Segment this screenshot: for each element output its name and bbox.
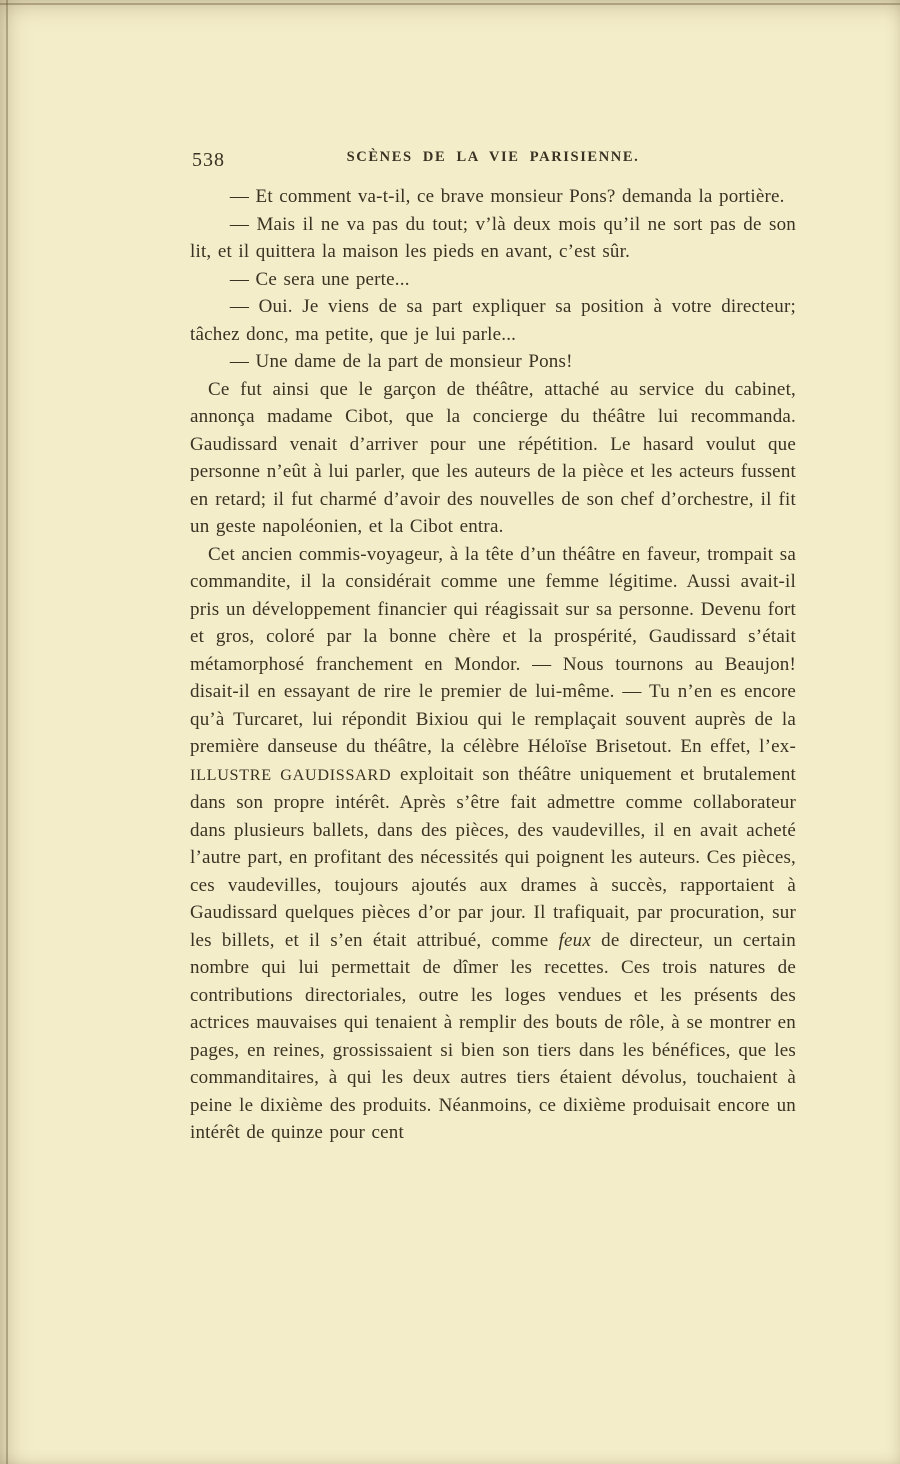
paragraph xyxy=(190,293,796,348)
text-run: — Mais il ne va pas du tout; v’là deux mois qu’il ne sort pas de son lit, et il quittera la maison les pieds en avant, c’est sûr. xyxy=(190,213,796,262)
text-block xyxy=(190,183,796,1147)
text-run-italic: feux xyxy=(558,929,592,951)
text-run: — Et comment va-t-il, ce brave monsieur Pons? demanda la portière. xyxy=(229,186,785,207)
paragraph xyxy=(190,266,796,294)
text-run: exploitait son théâtre uniquement et brutalement dans son propre intérêt. Après s’être fait admettre comme collaborateur dans plusieurs ballets, dans des pièces, des vaudevilles, il en avait acheté l’autre part, en profitant des nécessités qui poignent les auteurs. Ces pièces, ces vaudevilles, toujours ajoutés aux drames à succès, rapportaient à Gaudissard quelques pièces d’or par jour. Il trafiquait, par procuration, sur les billets, et il s’en était attribué, comme xyxy=(190,763,796,951)
paragraph xyxy=(190,183,796,211)
text-run: — Oui. Je viens de sa part expliquer sa position à votre directeur; tâchez donc, ma petite, que je lui parle... xyxy=(190,296,796,345)
text-run-smallcaps: ILLUSTRE GAUDISSARD xyxy=(190,766,392,784)
page-content xyxy=(190,148,796,1147)
paragraph xyxy=(190,541,796,1147)
page-number: 538 xyxy=(192,149,225,171)
text-run: — Ce sera une perte... xyxy=(229,268,410,290)
text-run: Cet ancien commis-voyageur, à la tête d’un théâtre en faveur, trompait sa commandite, il la considérait comme une femme légitime. Aussi avait-il pris un développement financier qui réagissait sur sa personne. Devenu fort et gros, coloré par la bonne chère et la prospérité, Gaudissard s’était métamorphosé franchement en Mondor. — Nous tournons au Beaujon! disait-il en essayant de rire le premier de lui-même. — Tu n’en es encore qu’à Turcaret, lui répondit Bixiou qui le remplaçait souvent auprès de la première danseuse du théâtre, la célèbre Héloïse Brisetout. En effet, l’ex- xyxy=(190,543,796,757)
text-run: Ce fut ainsi que le garçon de théâtre, attaché au service du cabinet, annonça madame Cibot, que la concierge du théâtre lui recommanda. Gaudissard venait d’arriver pour une répétition. Le hasard voulut que personne n’eût à lui parler, que les auteurs de la pièce et les acteurs fussent en retard; il fut charmé d’avoir des nouvelles de son chef d’orchestre, il fit un geste napoléonien, et la Cibot entra. xyxy=(190,378,796,537)
running-title: SCÈNES DE LA VIE PARISIENNE. xyxy=(346,149,640,165)
text-run: de directeur, un certain nombre qui lui permettait de dîmer les recettes. Ces trois natures de contributions directoriales, outre les loges vendues et les présents des actrices mauvaises qui tenaient à remplir des bouts de rôle, à se montrer en pages, en reines, grossissaient si bien son tiers dans les bénéfices, que les commanditaires, à qui les deux autres tiers étaient dévolus, touchaient à peine le dixième des produits. Néanmoins, ce dixième produisait encore un intérêt de quinze pour cent xyxy=(190,929,796,1143)
paragraph xyxy=(190,376,796,541)
page-header xyxy=(190,148,796,174)
paragraph xyxy=(190,211,796,266)
page-edge-top xyxy=(0,3,900,5)
text-run: — Une dame de la part de monsieur Pons! xyxy=(229,351,573,372)
page-edge-left xyxy=(6,0,8,1464)
paragraph xyxy=(190,348,796,376)
